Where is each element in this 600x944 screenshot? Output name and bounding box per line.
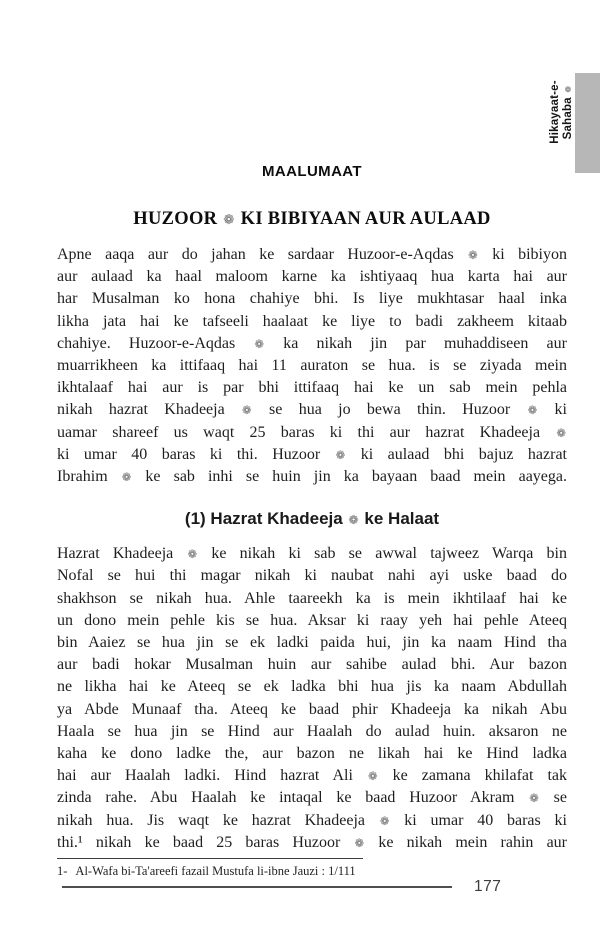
- body-line: Hazrat Khadeeja ❁ ke nikah ki sab se awwal tajweez Warqa bin: [57, 545, 567, 563]
- body-line: nikah hazrat Khadeeja ❁ se hua jo bewa thin. Huzoor ❁ ki: [57, 401, 567, 419]
- footnote-separator: [57, 858, 363, 859]
- honorific-icon: ❁: [223, 213, 235, 228]
- body-line: zinda rahe. Abu Haalah ke intaqal ke baad Huzoor Akram ❁ se: [57, 789, 567, 807]
- honorific-icon: ❁: [348, 513, 359, 528]
- body-line: nikah hua. Jis waqt ke hazrat Khadeeja ❁ ki umar 40 baras ki: [57, 811, 567, 829]
- footer-rule: [62, 886, 452, 888]
- honorific-icon: ❁: [367, 769, 378, 784]
- side-tab-line1: Hikayaat-e-: [549, 80, 561, 144]
- body-line: Apne aaqa aur do jahan ke sardaar Huzoor-e-Aqdas ❁ ki bibiyon: [57, 246, 567, 263]
- section-heading: (1) Hazrat Khadeeja ❁ ke Halaat: [184, 509, 440, 529]
- page-title: HUZOOR ❁ KI BIBIYAAN AUR AULAAD: [133, 209, 491, 229]
- body-line: Ibrahim ❁ ke sab inhi se huin jin ka bayaan baad mein aayega.: [57, 468, 567, 486]
- honorific-icon: ❁: [563, 85, 573, 93]
- honorific-icon: ❁: [242, 403, 252, 418]
- body-line: aur badi hokar Musalman huin aur sahibe aulad bhi. Aur bazon: [57, 656, 567, 674]
- body-line: thi.¹ nikah ke baad 25 baras Huzoor ❁ ke nikah mein rahin aur: [57, 833, 567, 851]
- side-tab: [575, 73, 600, 173]
- honorific-icon: ❁: [527, 403, 538, 418]
- page-kicker: MAALUMAAT: [262, 163, 362, 180]
- honorific-icon: ❁: [254, 336, 265, 351]
- body-line: har Musalman ko hona chahiye bhi. Is liye mukhtasar haal inka: [57, 290, 567, 308]
- body-line: uamar shareef us waqt 25 baras ki thi aur hazrat Khadeeja ❁: [57, 423, 566, 441]
- body-line: chahiye. Huzoor-e-Aqdas ❁ ka nikah jin par muhaddiseen aur: [57, 334, 567, 352]
- body-line: ki umar 40 baras ki thi. Huzoor ❁ ki aulaad bhi bajuz hazrat: [57, 445, 567, 463]
- side-tab-line2: Sahaba ❁: [562, 85, 574, 140]
- body-line: likha jata hai ke tafseeli haalaat ke liye to badi zakheem kitaab: [57, 312, 567, 330]
- body-line: muarrikheen ka ittifaaq hai 11 auraton se hua. is se ziyada mein: [57, 357, 567, 375]
- body-line: bin Aaiez se hua jin se ek ladki paida hui, jin ka naam Hind tha: [57, 634, 567, 652]
- honorific-icon: ❁: [187, 547, 198, 562]
- body-line: un dono mein pehle kis se hua. Aksar ki raay yeh hai pehle Ateeq: [57, 611, 567, 629]
- body-line: ya Abde Munaaf tha. Ateeq ke baad phir Khadeeja ka nikah Abu: [57, 700, 567, 718]
- body-line: ne likha hai ke Ateeq se ek ladka bhi hua jis ka naam Abdullah: [57, 678, 567, 696]
- body-line: kaha ke dono ladke the, aur bazon ne likah hai ke Hind ladka: [57, 745, 567, 763]
- honorific-icon: ❁: [379, 813, 390, 828]
- honorific-icon: ❁: [121, 470, 132, 485]
- side-tab-label: [549, 73, 575, 151]
- page-number: 177: [474, 878, 502, 895]
- footnote-text: Al-Wafa bi-Ta'areefi fazail Mustufa li-ibne Jauzi : 1/111: [75, 864, 356, 879]
- body-line: Nofal se hui thi magar nikah ki naubat nahi ayi uske baad do: [57, 567, 567, 585]
- body-line: aur aulaad ka haal maloom karne ka ishtiyaaq hua karta hai aur: [57, 268, 567, 286]
- footnote-marker: 1-: [57, 864, 68, 879]
- honorific-icon: ❁: [354, 835, 365, 850]
- body-line: hai aur Haalah ladki. Hind hazrat Ali ❁ ke zamana khilafat tak: [57, 767, 567, 785]
- honorific-icon: ❁: [468, 248, 478, 262]
- honorific-icon: ❁: [529, 791, 539, 806]
- footnote: [57, 863, 567, 879]
- body-line: ikhtalaaf hai aur is par bhi ittifaaq hai ke un sab mein pehla: [57, 379, 567, 397]
- honorific-icon: ❁: [556, 425, 566, 440]
- paragraph-intro: [57, 244, 567, 488]
- page-footer: [62, 878, 567, 896]
- body-line: Haala se hua jin se Hind aur Haalah do aulad huin. aksaron ne: [57, 722, 567, 740]
- paragraph-section1: [57, 543, 567, 854]
- honorific-icon: ❁: [335, 447, 346, 462]
- body-line: shakhson se nikah hua. Ahle taareekh ka is mein ikhtilaaf hai ke: [57, 589, 567, 607]
